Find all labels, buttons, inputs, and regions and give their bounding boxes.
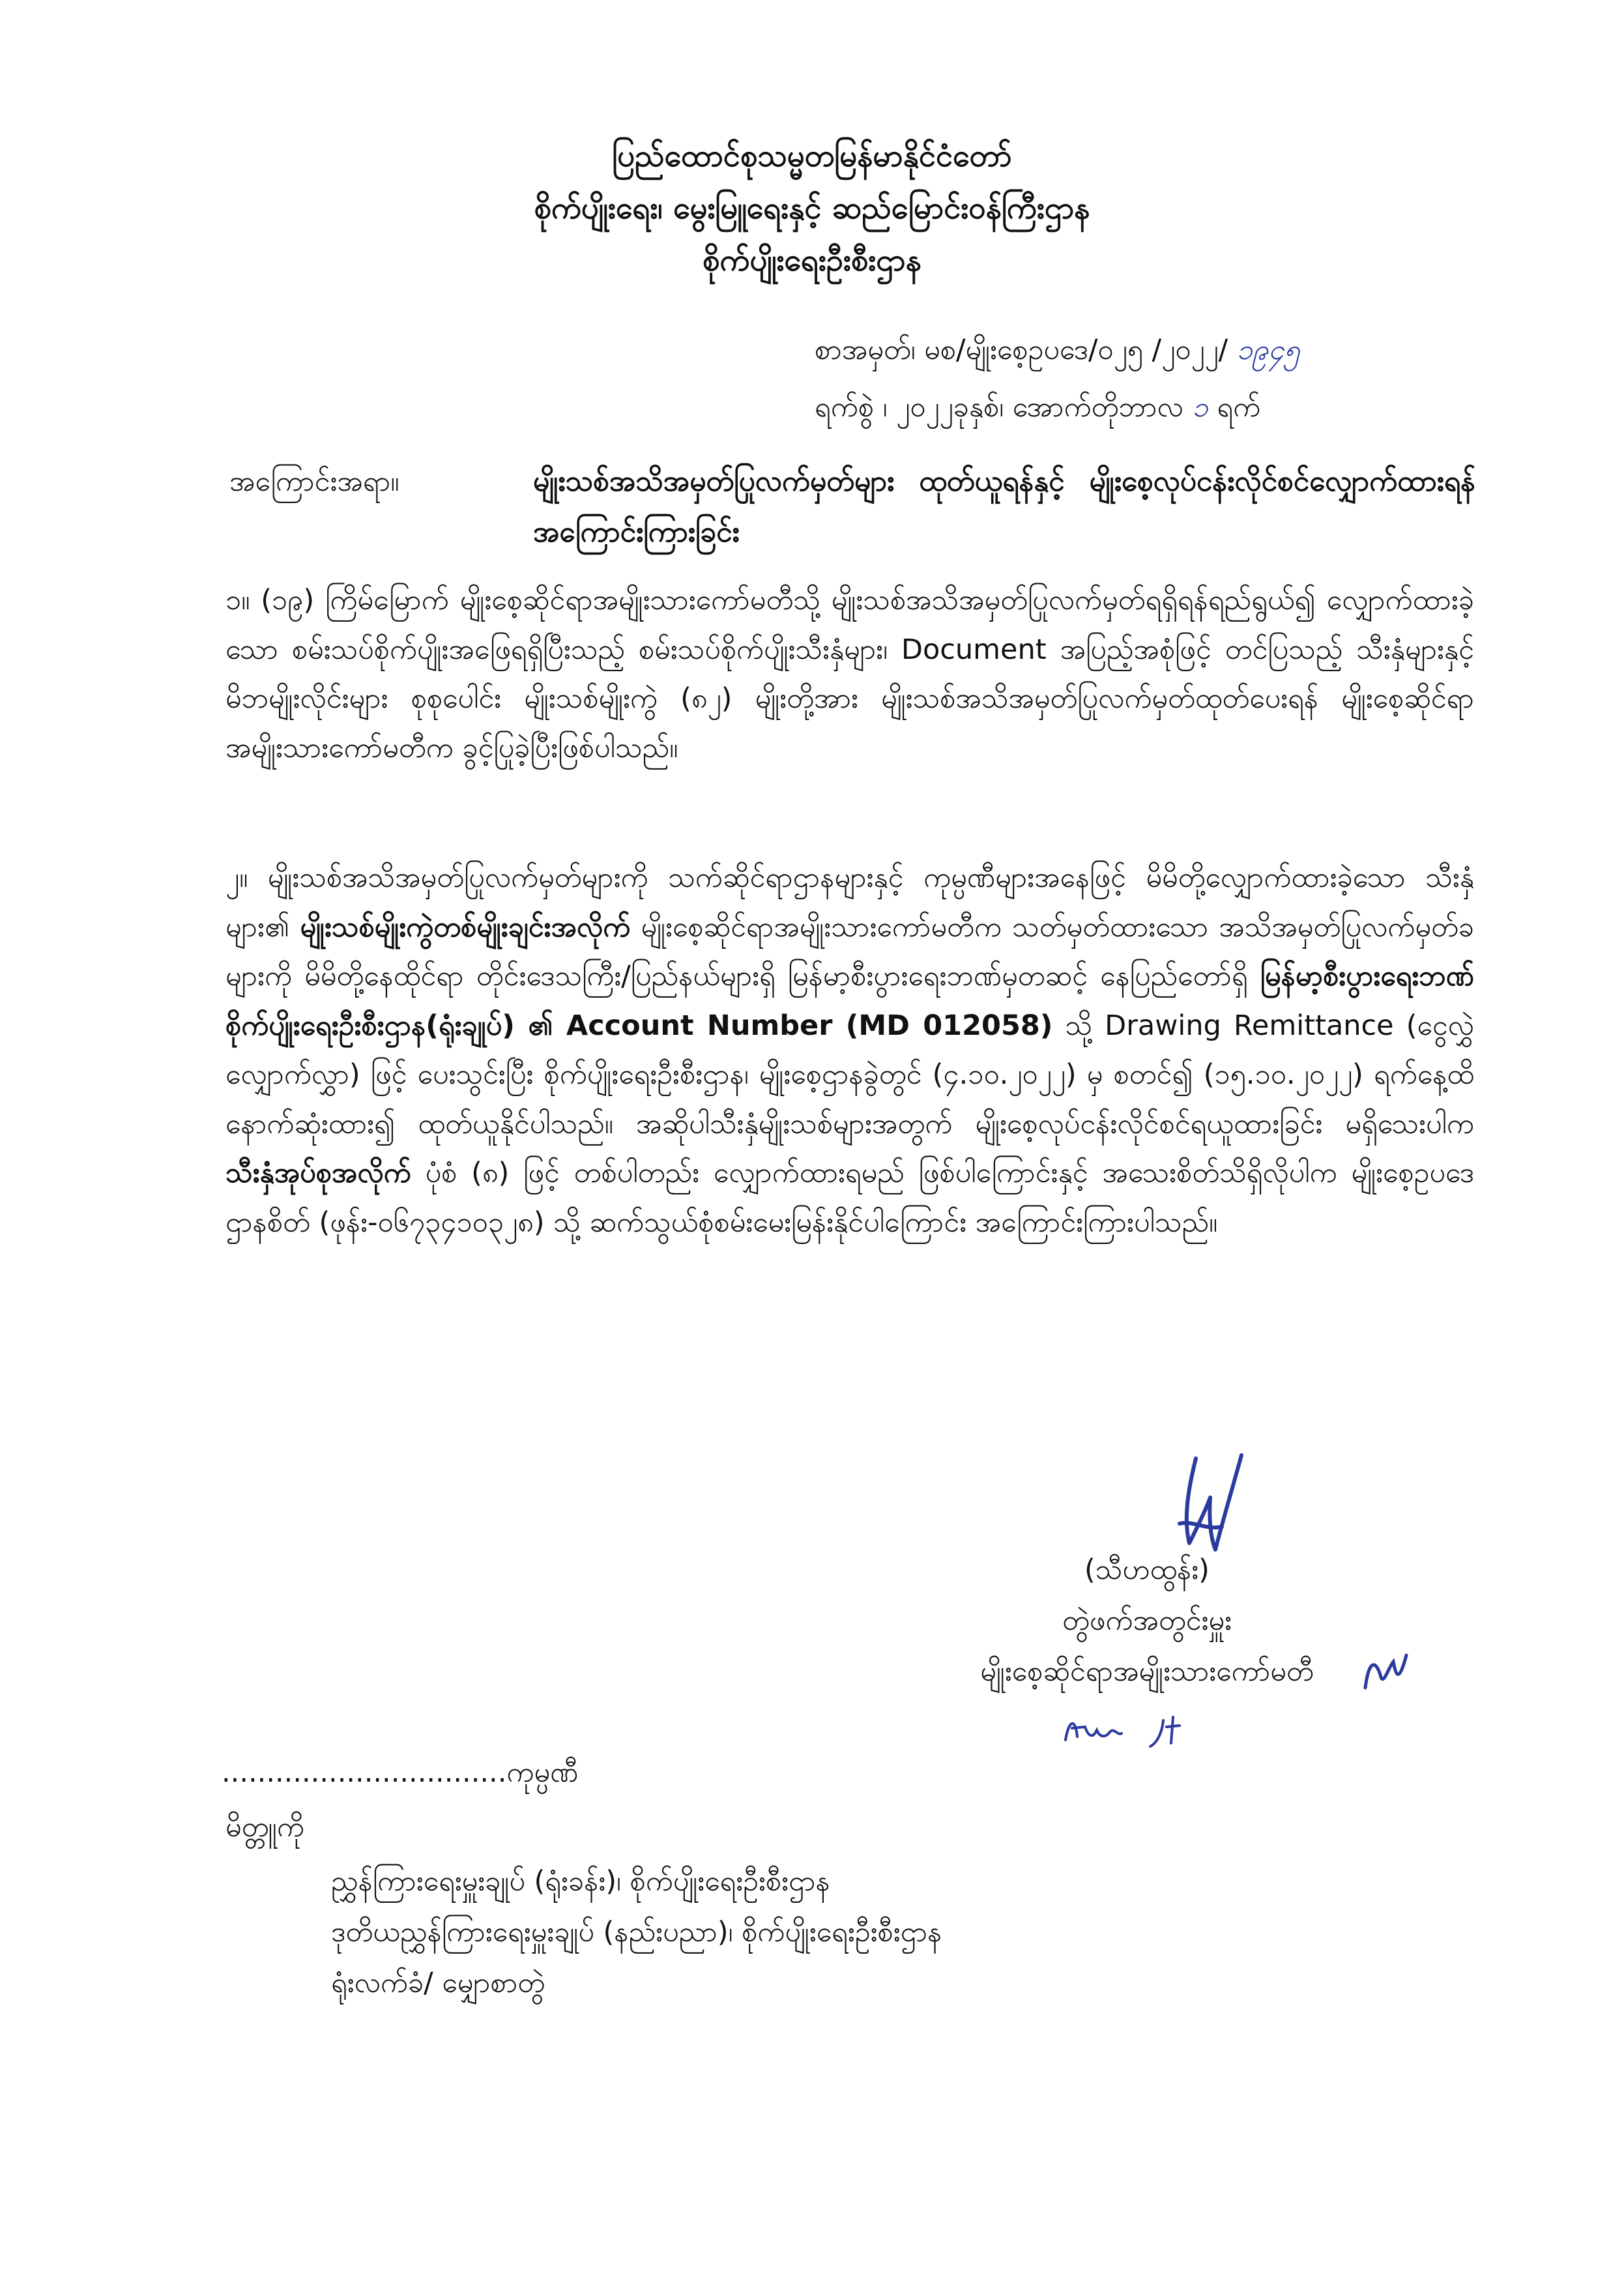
distribution-list: [331, 1856, 942, 2008]
subject-label: အကြောင်းအရာ။: [229, 465, 399, 498]
signatory-title: တွဲဖက်အတွင်းမှူး: [1062, 1604, 1232, 1637]
paragraph-1: ၁။ (၁၉) ကြိမ်မြောက် မျိုးစေ့ဆိုင်ရာအမျိုးသားကော်မတီသို့ မျိုးသစ်အသိအမှတ်ပြုလက်မှတ်ရရှိရန်ရည်ရွယ်၍ လျှောက်ထားခဲ့သော စမ်းသပ်စိုက်ပျိုးအဖြေရရှိပြီးသည့် စမ်းသပ်စိုက်ပျိုးသီးနှံများ၊ Document အပြည့်အစုံဖြင့် တင်ပြသည့် သီးနှံများနှင့် မိဘမျိုးလိုင်းများ စုစုပေါင်း မျိုးသစ်မျိုးကွဲ (၈၂) မျိုးတို့အား မျိုးသစ်အသိအမှတ်ပြုလက်မှတ်ထုတ်ပေးရန် မျိုးစေ့ဆိုင်ရာအမျိုးသားကော်မတီက ခွင့်ပြုခဲ့ပြီးဖြစ်ပါသည်။: [225, 584, 1474, 764]
p2-part-c: မျိုးစေ့ဆိုင်ရာအမျိုးသားကော်မတီက သတ်မှတ်ထားသော အသိအမှတ်ပြုလက်မှတ်ခများကို မိမိတို့နေထိုင်ရာ တိုင်းဒေသကြီး/ပြည်နယ်များရှိ မြန်မာ့စီးပွားရေးဘဏ်မှတဆင့် နေပြည်တော်ရှိ: [225, 910, 1474, 992]
signatory-name: (သီဟထွန်း): [1084, 1554, 1210, 1586]
company-line: ................................ကုမ္ပဏီ: [222, 1756, 579, 1789]
handwritten-initials: [1059, 1707, 1215, 1753]
ministry-title: စိုက်ပျိုးရေး၊ မွေးမြူရေးနှင့် ဆည်မြောင်းဝန်ကြီးဌာန: [534, 190, 1090, 226]
distribution-item: ရုံးလက်ခံ/ မျှောစာတွဲ: [331, 1967, 545, 1999]
p2-bold-crop-group: သီးနှံအုပ်စုအလိုက်: [225, 1157, 411, 1189]
letterhead: [0, 130, 1624, 287]
date-suffix: ရက်: [1208, 391, 1261, 424]
reference-number: [815, 325, 1300, 375]
p2-part-a: ၂။ မျိုးသစ်အသိအမှတ်ပြုလက်မှတ်များကို သက်ဆိုင်ရာဌာနများနှင့် ကုမ္ပဏီများအနေဖြင့် မိမိတို့လျှောက်ထားခဲ့သော သီးနှံများ၏: [225, 861, 1474, 944]
department-title: စိုက်ပျိုးရေးဦးစီးဌာန: [703, 242, 921, 278]
p2-part-e: သို့ Drawing Remittance (ငွေလွှဲလျှောက်လွှာ) ဖြင့် ပေးသွင်းပြီး စိုက်ပျိုးရေးဦးစီးဌာန၊ မျိုးစေ့ဌာနခွဲတွင် (၄.၁၀.၂၀၂၂) မှ စတင်၍ (၁၅.၁၀.၂၀၂၂) ရက်နေ့ထိ နောက်ဆုံးထား၍ ထုတ်ယူနိုင်ပါသည်။ အဆိုပါသီးနှံမျိုးသစ်များအတွက် မျိုးစေ့လုပ်ငန်းလိုင်စင်ရယူထားခြင်း မရှိသေးပါက: [225, 1009, 1474, 1140]
p2-bold-account: မြန်မာ့စီးပွားရေးဘဏ် စိုက်ပျိုးရေးဦးစီးဌာန(ရုံးချုပ်) ၏ Account Number (MD 012058): [225, 960, 1474, 1042]
handwritten-day: ၁: [1192, 391, 1208, 424]
signatory-committee: မျိုးစေ့ဆိုင်ရာအမျိုးသားကော်မတီ: [980, 1655, 1314, 1688]
p2-part-g: ပုံစံ (၈) ဖြင့် တစ်ပါတည်း လျှောက်ထားရမည် ဖြစ်ပါကြောင်းနှင့် အသေးစိတ်သိရှိလိုပါက မျိုးစေ့ဥပဒေဌာနစိတ် (ဖုန်း-၀၆၇၃၄၁၀၃၂၈) သို့ ဆက်သွယ်စုံစမ်းမေးမြန်းနိုင်ပါကြောင်း အကြောင်းကြားပါသည်။: [225, 1157, 1474, 1239]
handwritten-letter-number: ၁၉၄၅: [1236, 334, 1300, 366]
initial-mark: [1356, 1649, 1414, 1701]
country-title: ပြည်ထောင်စုသမ္မတမြန်မာနိုင်ငံတော်: [612, 138, 1012, 174]
subject-text: မျိုးသစ်အသိအမှတ်ပြုလက်မှတ်များ ထုတ်ယူရန်နှင့် မျိုးစေ့လုပ်ငန်းလိုင်စင်လျှောက်ထားရန် အကြောင်းကြားခြင်း: [533, 465, 1475, 549]
reference-label: စာအမှတ်၊ မစ/မျိုးစေ့ဥပဒေ/၀၂၅ /၂၀၂၂/: [815, 334, 1237, 366]
paragraph-2: [225, 854, 1474, 1247]
date-prefix: ရက်စွဲ ၊ ၂၀၂၂ခုနှစ်၊ အောက်တိုဘာလ: [815, 391, 1193, 424]
letter-date: [815, 382, 1260, 433]
p2-bold-variety: မျိုးသစ်မျိုးကွဲတစ်မျိုးချင်းအလိုက်: [300, 910, 631, 944]
distribution-item: ဒုတိယညွှန်ကြားရေးမှူးချုပ် (နည်းပညာ)၊ စိုက်ပျိုးရေးဦးစီးဌာန: [331, 1916, 942, 1948]
copy-to-label: မိတ္တူကို: [225, 1811, 304, 1844]
distribution-item: ညွှန်ကြားရေးမှူးချုပ် (ရုံးခန်း)၊ စိုက်ပျိုးရေးဦးစီးဌာန: [331, 1865, 830, 1898]
